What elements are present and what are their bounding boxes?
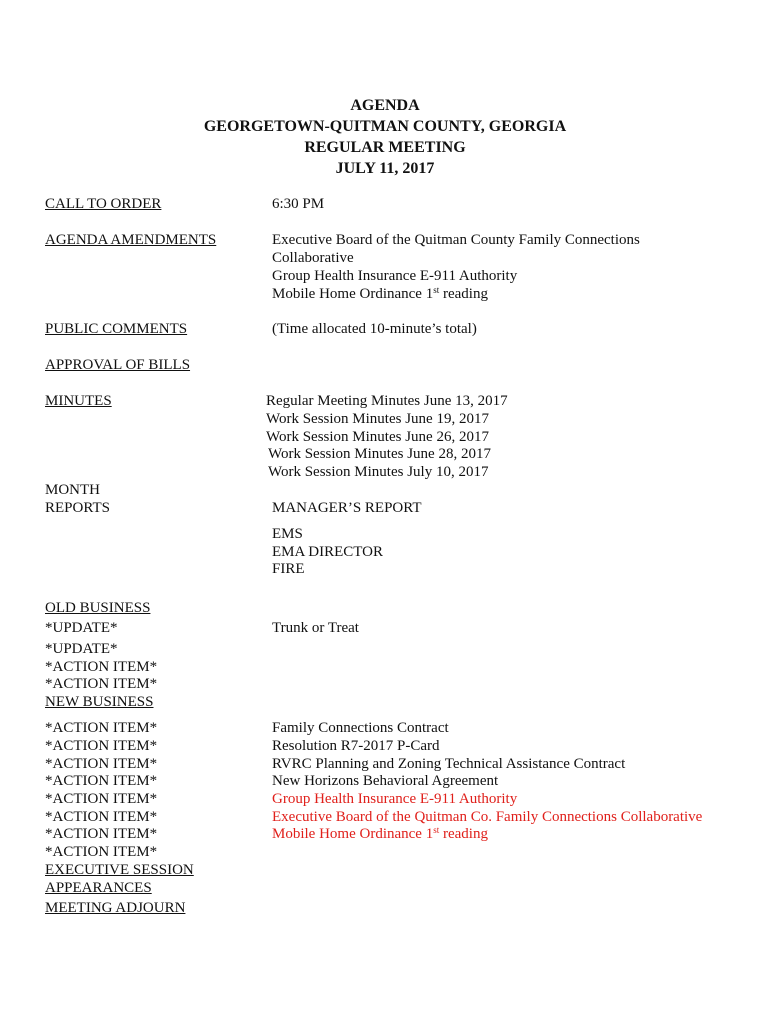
- new-business-item: Family Connections Contract: [272, 720, 449, 736]
- old-business-row: *ACTION ITEM*: [45, 676, 158, 692]
- meeting-adjourn-label: MEETING ADJOURN: [45, 900, 186, 916]
- new-business-row: *ACTION ITEM*: [45, 773, 158, 789]
- county-title: GEORGETOWN-QUITMAN COUNTY, GEORGIA: [203, 118, 567, 135]
- new-business-label: NEW BUSINESS: [45, 694, 154, 710]
- amendment-item: Collaborative: [272, 250, 354, 266]
- appearances-label: APPEARANCES: [45, 880, 152, 896]
- meeting-date: JULY 11, 2017: [335, 160, 435, 177]
- old-business-row: *UPDATE*: [45, 620, 118, 636]
- minutes-item: Work Session Minutes June 28, 2017: [268, 446, 491, 462]
- public-comments-note: (Time allocated 10-minute’s total): [272, 321, 477, 337]
- new-business-item: RVRC Planning and Zoning Technical Assistance Contract: [272, 756, 626, 772]
- executive-session-label: EXECUTIVE SESSION: [45, 862, 194, 878]
- report-item: EMS: [272, 526, 303, 542]
- new-business-item: Resolution R7-2017 P-Card: [272, 738, 440, 754]
- amendment-item-text: Mobile Home Ordinance 1: [272, 286, 434, 302]
- old-business-label: OLD BUSINESS: [45, 600, 151, 616]
- new-business-item-highlighted: [272, 825, 488, 843]
- minutes-item: Work Session Minutes July 10, 2017: [268, 464, 489, 480]
- ordinal-suffix: st: [433, 285, 440, 295]
- month-reports-label: MONTH: [45, 482, 100, 498]
- minutes-label: MINUTES: [45, 393, 112, 409]
- meeting-type: REGULAR MEETING: [304, 139, 466, 156]
- public-comments-label: PUBLIC COMMENTS: [45, 321, 188, 337]
- old-business-item: Trunk or Treat: [272, 620, 359, 636]
- new-business-row: *ACTION ITEM*: [45, 844, 158, 860]
- minutes-item: Work Session Minutes June 19, 2017: [266, 411, 489, 427]
- call-to-order-label: CALL TO ORDER: [45, 196, 162, 212]
- old-business-row: *UPDATE*: [45, 641, 118, 657]
- amendment-item: Executive Board of the Quitman County Family Connections: [272, 232, 640, 248]
- approval-of-bills-label: APPROVAL OF BILLS: [45, 357, 191, 373]
- new-business-item-text: reading: [439, 826, 488, 842]
- month-reports-label: REPORTS: [45, 500, 110, 516]
- new-business-row: *ACTION ITEM*: [45, 791, 158, 807]
- new-business-item-text: Mobile Home Ordinance 1: [272, 826, 434, 842]
- new-business-row: *ACTION ITEM*: [45, 720, 158, 736]
- call-to-order-time: 6:30 PM: [272, 196, 325, 212]
- new-business-item-highlighted: Executive Board of the Quitman Co. Family Connections Collaborative: [272, 809, 703, 825]
- amendment-item: Group Health Insurance E-911 Authority: [272, 268, 518, 284]
- old-business-row: *ACTION ITEM*: [45, 659, 158, 675]
- new-business-row: *ACTION ITEM*: [45, 738, 158, 754]
- new-business-item-highlighted: Group Health Insurance E-911 Authority: [272, 791, 518, 807]
- new-business-item: New Horizons Behavioral Agreement: [272, 773, 499, 789]
- new-business-row: *ACTION ITEM*: [45, 826, 158, 842]
- minutes-item: Work Session Minutes June 26, 2017: [266, 429, 489, 445]
- report-item: MANAGER’S REPORT: [272, 500, 422, 516]
- agenda-amendments-label: AGENDA AMENDMENTS: [45, 232, 217, 248]
- ordinal-suffix: st: [433, 825, 440, 835]
- new-business-row: *ACTION ITEM*: [45, 809, 158, 825]
- new-business-row: *ACTION ITEM*: [45, 756, 158, 772]
- report-item: EMA DIRECTOR: [272, 544, 383, 560]
- amendment-item: [272, 285, 488, 303]
- amendment-item-text: reading: [439, 286, 488, 302]
- report-item: FIRE: [272, 561, 305, 577]
- agenda-title: AGENDA: [350, 97, 420, 114]
- minutes-item: Regular Meeting Minutes June 13, 2017: [266, 393, 508, 409]
